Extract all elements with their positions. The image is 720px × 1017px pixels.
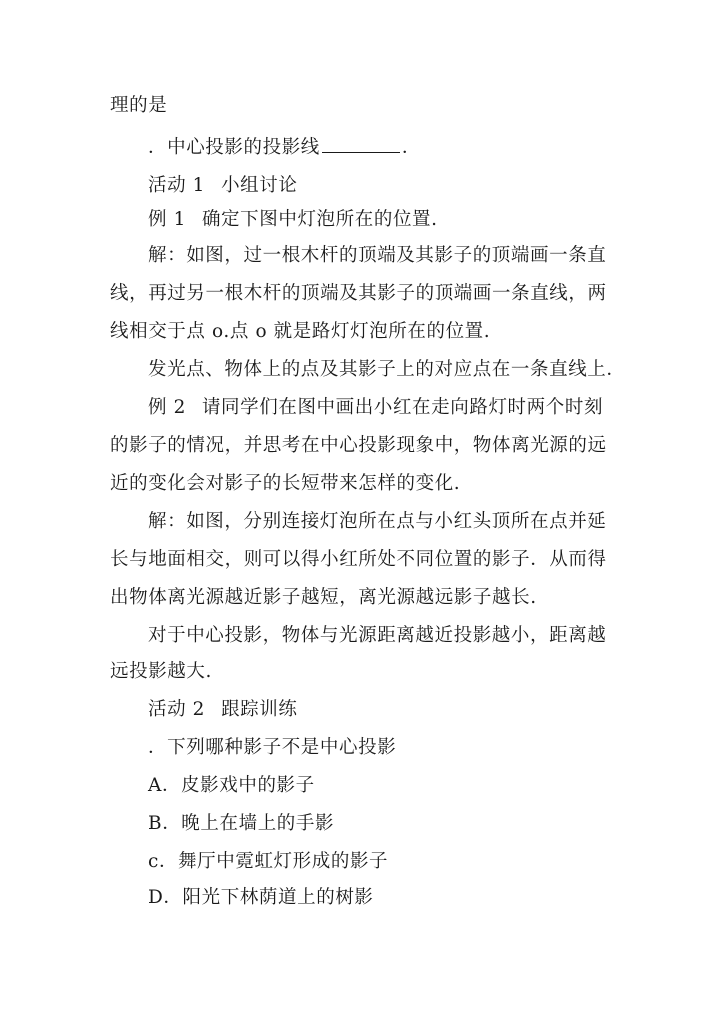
example-2-heading: 例 2 请同学们在图中画出小红在走向路灯时两个时刻 [148,397,604,418]
activity-1-heading: 活动 1 小组讨论 [148,175,298,196]
option-a: A．皮影戏中的影子 [148,775,315,796]
option-c: c．舞厅中霓虹灯形成的影子 [148,851,389,872]
text-line-12: 解：如图，分别连接灯泡所在点与小红头顶所在点并延 [148,511,607,532]
option-d: D．阳光下林荫道上的树影 [148,887,374,908]
text-line-10: 的影子的情况，并思考在中心投影现象中，物体离光源的远 [110,435,607,456]
text-line-7: 线相交于点 o.点 o 就是路灯灯泡所在的位置. [110,321,491,342]
text-line-16: 远投影越大. [110,661,212,682]
text-line-6: 线，再过另一根木杆的顶端及其影子的顶端画一条直线，两 [110,283,607,304]
text-line-15: 对于中心投影，物体与光源距离越近投影越小，距离越 [148,625,607,646]
text-line-2: ．中心投影的投影线 ． [148,134,421,160]
example-1-heading: 例 1 确定下图中灯泡所在的位置. [148,209,438,230]
text-line-5: 解：如图，过一根木杆的顶端及其影子的顶端画一条直 [148,245,607,266]
option-b: B．晚上在墙上的手影 [148,813,335,834]
question-stem: ．下列哪种影子不是中心投影 [148,737,397,758]
text-line-11: 近的变化会对影子的长短带来怎样的变化. [110,473,461,494]
text-line-1: 理的是 [110,95,168,116]
text-line-14: 出物体离光源越近影子越短，离光源越远影子越长. [110,587,537,608]
text-line-13: 长与地面相交，则可以得小红所处不同位置的影子．从而得 [110,549,607,570]
activity-2-heading: 活动 2 跟踪训练 [148,699,298,720]
text-line-8: 发光点、物体上的点及其影子上的对应点在一条直线上． [148,359,626,380]
answer-blank [322,134,400,153]
